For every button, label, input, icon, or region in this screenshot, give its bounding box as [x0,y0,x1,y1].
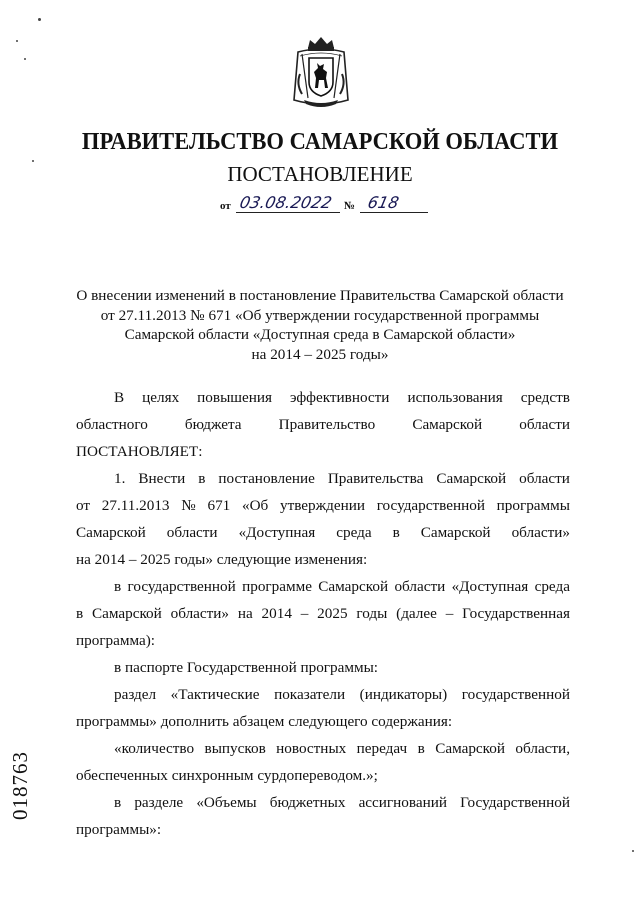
body-line [76,820,570,847]
body-word: Государственной [460,794,570,811]
coat-of-arms-emblem [290,34,352,110]
scan-speck [24,58,26,60]
body-word: Самарской [76,524,146,541]
body-word: Самарской [92,605,162,622]
body-word: ПОСТАНОВЛЯЕТ: [76,443,203,460]
body-word: среда [336,524,372,541]
document-type: ПОСТАНОВЛЕНИЕ [227,162,413,186]
body-line [76,415,570,442]
body-word: на 2014 – 2025 годы» следующие изменения: [76,551,368,568]
body-word: программы» дополнить абзацем следующего содержания: [76,713,453,730]
subject-line: на 2014 – 2025 годы» [251,345,389,363]
body-word: «Доступная [451,578,529,595]
body-word: в [114,794,122,811]
body-line [76,442,570,469]
body-word: Государственная [462,605,570,622]
body-word: области [166,524,218,541]
body-word: программы [496,497,570,514]
body-word: государственной [461,686,570,703]
body-line [76,550,570,577]
serial-number: 018763 [8,751,32,820]
body-line [76,523,570,550]
body-word: в [392,524,400,541]
body-word: – [445,605,454,622]
body-word: области [519,416,570,433]
body-word: 671 [207,497,231,514]
body-word: Самарской [435,740,505,757]
date-prefix: от [220,200,231,212]
body-word: раздел [114,686,157,703]
body-word: обеспеченных синхронным сурдопереводом.»; [76,767,378,784]
body-word: Внести [138,470,186,487]
body-line [76,469,570,496]
government-name: ПРАВИТЕЛЬСТВО САМАРСКОЙ ОБЛАСТИ [81,128,559,155]
body-word: Самарской [318,578,389,595]
body-word: 2014 [261,605,292,622]
body-word: «Тактические [170,686,260,703]
body-word: «количество [114,740,195,757]
body-word: постановление [218,470,315,487]
body-word: 27.11.2013 [101,497,170,514]
body-line [76,712,570,739]
body-word: от [76,497,91,514]
body-word: на [237,605,253,622]
body-word: бюджета [184,416,242,433]
body-word: в паспорте Государственной программы: [114,659,379,676]
body-line [76,577,570,604]
body-word: области, [515,740,570,757]
date-underline [236,212,340,213]
body-word: областного [76,416,148,433]
body-word: Самарской [436,470,507,487]
body-word: «Доступная [238,524,316,541]
body-word: бюджетных [269,794,346,811]
body-word: 2025 [317,605,348,622]
body-word: разделе [134,794,184,811]
body-word: – [300,605,309,622]
body-word: «Об [241,497,269,514]
body-line [76,496,570,523]
body-word: показатели [274,686,346,703]
number-value: 618 [365,193,401,212]
body-word: программы»: [76,821,162,838]
body-line [76,631,570,658]
body-word: новостных [276,740,347,757]
body-word: выпусков [204,740,266,757]
body-word: среда [534,578,570,595]
body-word: в [198,470,206,487]
body-word: Правительства [327,470,424,487]
body-word: «Объемы [196,794,257,811]
subject-line: О внесении изменений в постановление Правительства Самарской области [76,287,564,304]
body-word: области [394,578,446,595]
body-line [76,793,570,820]
body-line [76,388,570,415]
body-word: (далее [396,605,437,622]
date-value: 03.08.2022 [237,193,334,212]
scan-speck [632,850,634,852]
body-word: Правительство [278,416,376,433]
body-word: средств [520,389,570,406]
body-word: Самарской [412,416,483,433]
date-number-line [220,193,430,215]
scan-speck [32,160,34,162]
body-word: утверждении [279,497,365,514]
body-word: № [181,497,196,514]
body-word: в [417,740,425,757]
body-word: Самарской [420,524,491,541]
body-word: целях [142,389,180,406]
body-word: области» [170,605,229,622]
body-word: использования [407,389,503,406]
body-word: государственной [127,578,236,595]
body-word: передач [356,740,408,757]
body-word: государственной [376,497,485,514]
body-line [76,739,570,766]
body-word: 1. [114,470,126,487]
body-word: области» [511,524,570,541]
body-word: повышения [197,389,272,406]
body-line [76,658,570,685]
body-word: области [519,470,570,487]
scan-speck [38,18,41,21]
body-line [76,685,570,712]
body-word: (индикаторы) [359,686,448,703]
document-subject [70,286,570,364]
scan-speck [16,40,18,42]
number-underline [360,212,428,213]
subject-line: Самарской области «Доступная среда в Самарской области» [124,326,516,343]
body-word: программа): [76,632,156,649]
body-word: в [76,605,84,622]
body-word: эффективности [289,389,390,406]
body-line [76,604,570,631]
body-word: В [114,389,125,406]
subject-line: от 27.11.2013 № 671 «Об утверждении государственной программы [100,306,540,324]
body-word: ассигнований [358,794,447,811]
body-line [76,766,570,793]
number-prefix: № [344,200,356,212]
document-body [76,388,570,847]
body-word: годы [356,605,388,622]
body-word: в [114,578,122,595]
body-word: программе [242,578,312,595]
